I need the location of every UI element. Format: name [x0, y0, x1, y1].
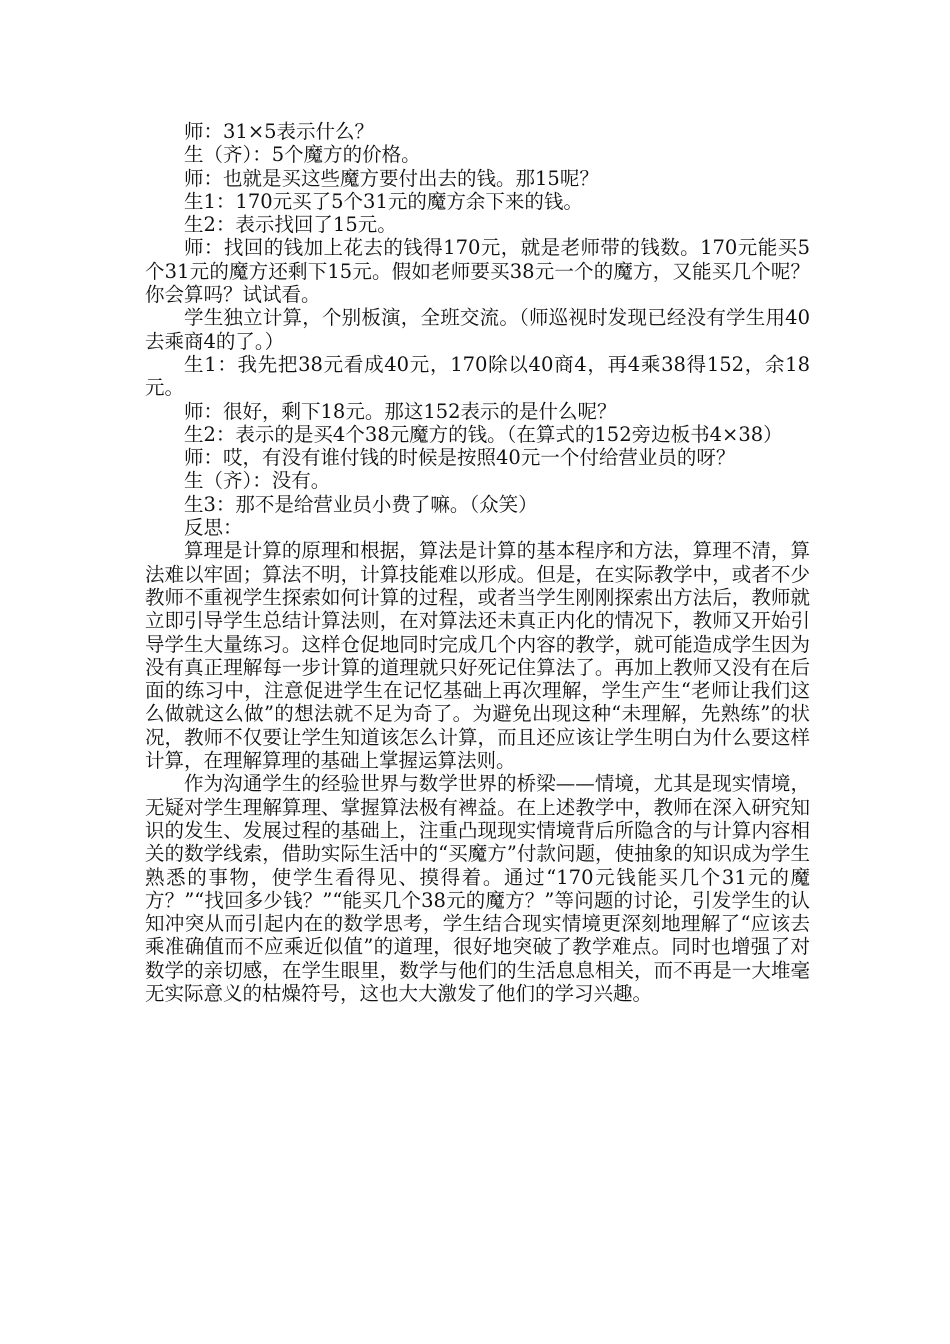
reflection-heading: 反思： [184, 516, 243, 540]
document-page [145, 120, 810, 1005]
narration-independent-calculation: 学生独立计算，个别板演，全班交流。（师巡视时发现已经没有学生用40去乘商4的了。） [145, 306, 810, 353]
dialogue-line-class-answer-price: 生（齐）：5个魔方的价格。 [184, 143, 421, 167]
dialogue-line-student2-answer: 生2：表示找回了15元。 [184, 213, 397, 237]
dialogue-line-teacher-40-yuan: 师：哎，有没有谁付钱的时候是按照40元一个付给营业员的呀？ [184, 446, 736, 470]
dialogue-line-teacher-38-yuan: 师：找回的钱加上花去的钱得170元，就是老师带的钱数。170元能买5个31元的魔方还剩下15元。假如老师要买38元一个的魔方，又能买几个呢？你会算吗？试试看。 [145, 236, 810, 307]
dialogue-line-class-no: 生（齐）：没有。 [184, 469, 331, 493]
dialogue-line-student3-tip: 生3：那不是给营业员小费了嘛。（众笑） [184, 492, 538, 516]
dialogue-line-teacher-question-15: 师：也就是买这些魔方要付出去的钱。那15呢？ [184, 166, 599, 190]
dialogue-line-student1-method: 生1：我先把38元看成40元，170除以40商4，再4乘38得152，余18元。 [145, 352, 810, 400]
dialogue-line-student1-answer: 生1：170元买了5个31元的魔方余下来的钱。 [184, 189, 583, 213]
reflection-paragraph-2: 作为沟通学生的经验世界与数学世界的桥梁——情境，尤其是现实情境，无疑对学生理解算理、掌握算法极有裨益。在上述教学中，教师在深入研究知识的发生、发展过程的基础上，注重凸现现实情境背后所隐含的与计算内容相关的数学线索，借助实际生活中的“买魔方”付款问题，使抽象的知识成为学生熟悉的事物，使学生看得见、摸得着。通过“170元钱能买几个31元的魔方？”“找回多少钱？”“能买几个38元的魔方？”等问题的讨论，引发学生的认知冲突从而引起内在的数学思考，学生结合现实情境更深刻地理解了“应该去乘准确值而不应乘近似值”的道理，很好地突破了教学难点。同时也增强了对数学的亲切感，在学生眼里，数学与他们的生活息息相关，而不再是一大堆毫无实际意义的枯燥符号，这也大大激发了他们的学习兴趣。 [145, 772, 810, 1005]
dialogue-line-teacher-question-31x5: 师：31×5表示什么？ [184, 120, 375, 143]
reflection-paragraph-1: 算理是计算的原理和根据，算法是计算的基本程序和方法，算理不清，算法难以牢固；算法不明，计算技能难以形成。但是，在实际教学中，或者不少教师不重视学生探索如何计算的过程，或者当学生刚刚探索出方法后，教师就立即引导学生总结计算法则，在对算法还未真正内化的情况下，教师又开始引导学生大量练习。这样仓促地同时完成几个内容的教学，就可能造成学生因为没有真正理解每一步计算的道理就只好死记住算法了。再加上教师又没有在后面的练习中，注意促进学生在记忆基础上再次理解，学生产生“老师让我们这么做就这么做”的想法就不足为奇了。为避免出现这种“未理解，先熟练”的状况，教师不仅要让学生知道该怎么计算，而且还应该让学生明白为什么要这样计算，在理解算理的基础上掌握运算法则。 [145, 539, 810, 773]
dialogue-line-student2-4x38: 生2：表示的是买4个38元魔方的钱。（在算式的152旁边板书4×38） [184, 422, 783, 446]
dialogue-line-teacher-152: 师：很好，剩下18元。那这152表示的是什么呢？ [184, 399, 617, 423]
